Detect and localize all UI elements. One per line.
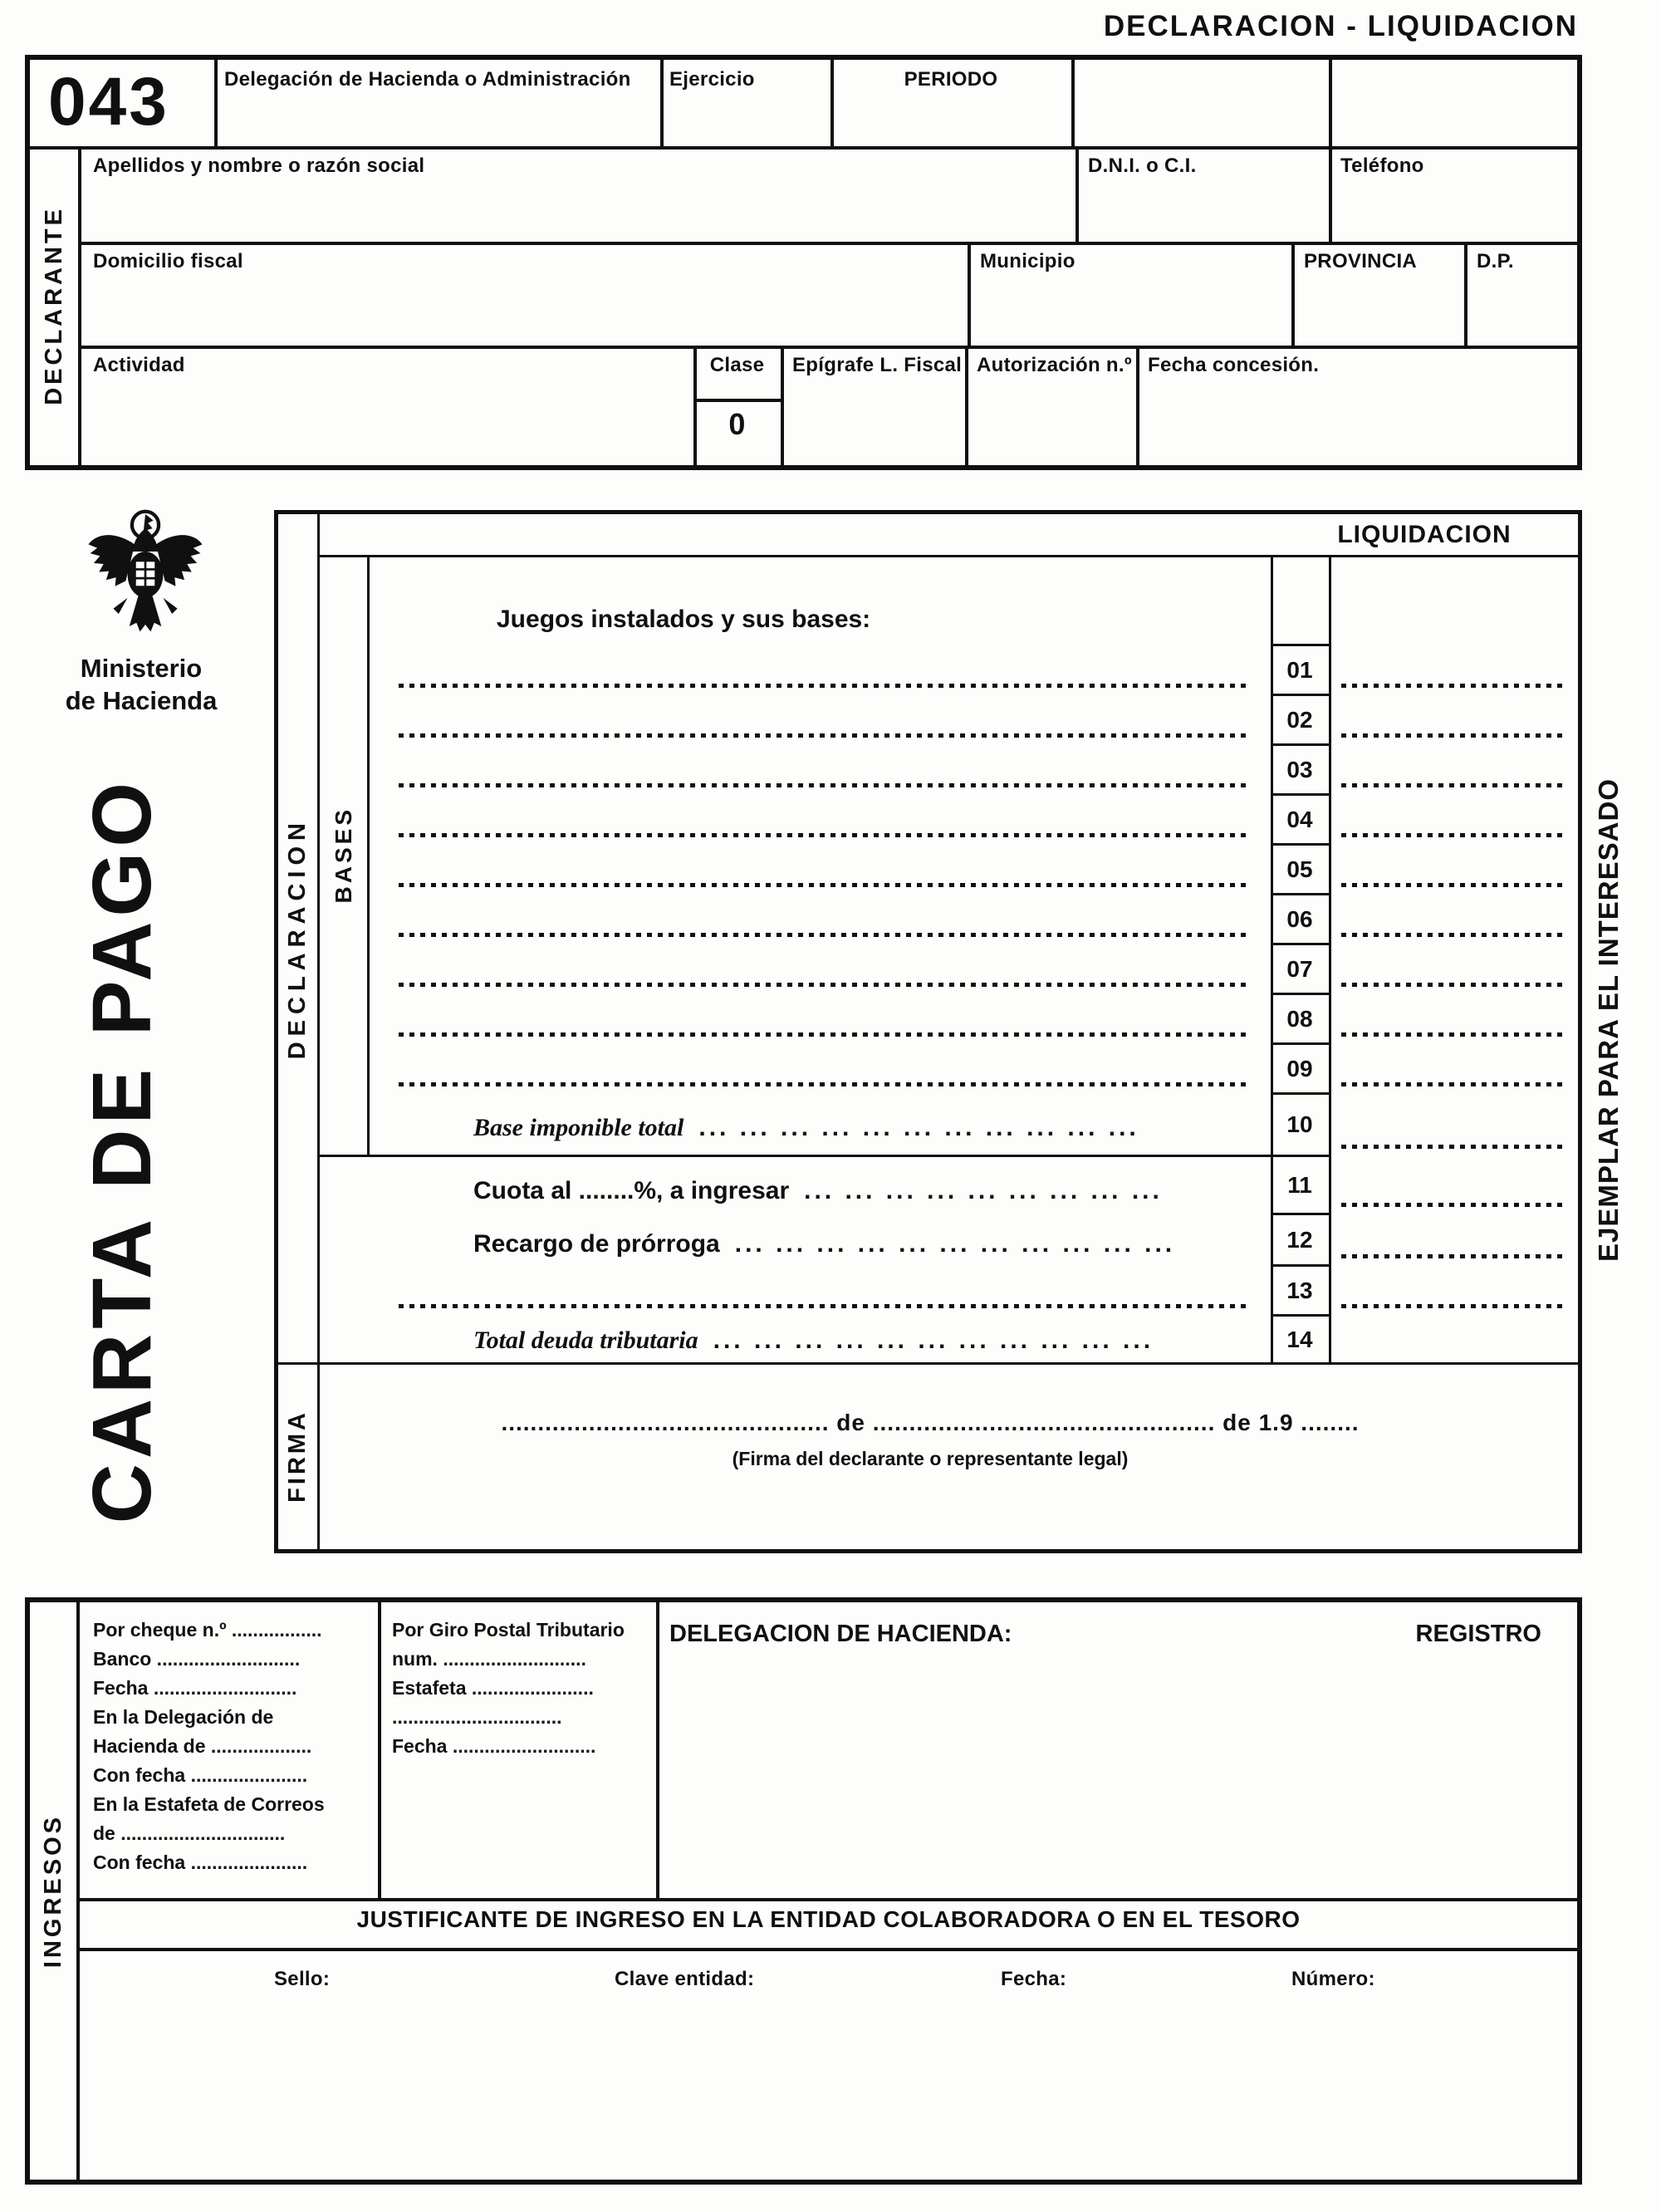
- bases-side-label: BASES: [320, 555, 370, 1155]
- row-label-base-imponible: Base imponible total ... ... ... ... ... ... ... ... ... ... ...: [473, 1114, 1139, 1141]
- divider-line: [278, 1362, 1578, 1365]
- divider-line: [214, 60, 218, 146]
- eagle-emblem-icon: [83, 505, 208, 648]
- liquidacion-code-02: 02: [1271, 694, 1329, 743]
- declaracion-side-label: DECLARACION: [278, 514, 320, 1362]
- liquidacion-code-14: 14: [1271, 1314, 1329, 1362]
- amount-dotted-line: [1341, 1254, 1567, 1258]
- justificante-title: JUSTIFICANTE DE INGRESO EN LA ENTIDAD COLABORADORA O EN EL TESORO: [356, 1906, 1301, 1932]
- field-label-delegacion: Delegación de Hacienda o Administración: [224, 68, 631, 91]
- field-label-periodo: PERIODO: [904, 68, 998, 91]
- amount-dotted-line: [1341, 783, 1567, 787]
- liquidacion-code-05: 05: [1271, 843, 1329, 893]
- base-dotted-line: [399, 983, 1246, 987]
- firma-date-line: ............................................. de ............................................... de 1.9 ........: [501, 1410, 1360, 1435]
- ingresos-line: Fecha ...........................: [392, 1735, 596, 1757]
- divider-line: [656, 1602, 659, 1898]
- ministerio-title: [43, 653, 239, 718]
- firma-side-label: FIRMA: [278, 1362, 320, 1549]
- liquidacion-code-13: 13: [1271, 1264, 1329, 1314]
- base-dotted-line: [399, 1032, 1246, 1037]
- field-label-dni: D.N.I. o C.I.: [1088, 154, 1197, 177]
- liquidacion-code-10: 10: [1271, 1092, 1329, 1155]
- sello-label: Sello:: [274, 1968, 331, 1990]
- liquidacion-header: LIQUIDACION: [1337, 520, 1512, 548]
- divider-line: [320, 1155, 1271, 1157]
- divider-line: [1329, 60, 1332, 146]
- registro-label: REGISTRO: [1415, 1621, 1541, 1647]
- numero-label: Número:: [1291, 1968, 1375, 1990]
- row-label-recargo: Recargo de prórroga ... ... ... ... ... ... ... ... ... ... ...: [473, 1230, 1176, 1258]
- page-title: DECLARACION - LIQUIDACION: [1103, 10, 1578, 42]
- divider-line: [1329, 146, 1332, 242]
- divider-line: [1136, 346, 1139, 465]
- payment-cheque-block: [93, 1616, 325, 1877]
- amount-dotted-line: [1341, 1082, 1567, 1086]
- row-label-cuota: Cuota al ........%, a ingresar ... ... ... ... ... ... ... ... ...: [473, 1177, 1163, 1204]
- ingresos-line: num. ...........................: [392, 1648, 586, 1670]
- ingresos-side-label: INGRESOS: [30, 1602, 80, 2180]
- field-label-municipio: Municipio: [980, 250, 1075, 272]
- delegacion-hacienda-header: DELEGACION DE HACIENDA:: [669, 1621, 1012, 1647]
- liquidacion-code-08: 08: [1271, 993, 1329, 1042]
- amount-dotted-line: [1341, 1304, 1567, 1308]
- liquidacion-code-09: 09: [1271, 1042, 1329, 1092]
- declarante-side-label: DECLARANTE: [30, 146, 81, 465]
- ingresos-line: Banco ...........................: [93, 1648, 301, 1670]
- divider-line: [1464, 242, 1467, 346]
- divider-line: [30, 146, 1577, 150]
- ingresos-section: [25, 1597, 1582, 2185]
- divider-line: [320, 555, 1578, 557]
- field-label-fecha-concesion: Fecha concesión.: [1148, 354, 1320, 376]
- field-label-dp: D.P.: [1477, 250, 1514, 272]
- ingresos-line: En la Estafeta de Correos: [93, 1793, 325, 1815]
- amount-dotted-line: [1341, 883, 1567, 887]
- declarante-section: [25, 55, 1582, 470]
- firma-caption: (Firma del declarante o representante legal): [732, 1448, 1129, 1469]
- ingresos-line: Por cheque n.º .................: [93, 1619, 322, 1641]
- base-dotted-line: [399, 833, 1246, 837]
- ingresos-line: En la Delegación de: [93, 1706, 274, 1728]
- liquidacion-code-12: 12: [1271, 1213, 1329, 1264]
- amount-dotted-line: [1341, 1032, 1567, 1037]
- divider-line: [81, 242, 1577, 245]
- ingresos-line: Hacienda de ...................: [93, 1735, 312, 1757]
- divider-line: [968, 242, 971, 346]
- field-label-actividad: Actividad: [93, 354, 185, 376]
- ejemplar-label: EJEMPLAR PARA EL INTERESADO: [1593, 778, 1624, 1262]
- liquidacion-code-03: 03: [1271, 743, 1329, 793]
- liquidacion-code-04: 04: [1271, 793, 1329, 843]
- ingresos-line: Estafeta .......................: [392, 1677, 594, 1699]
- field-label-autorizacion: Autorización n.º: [977, 354, 1132, 376]
- ingresos-line: ................................: [392, 1706, 562, 1728]
- divider-line: [1329, 555, 1331, 1362]
- juegos-title: Juegos instalados y sus bases:: [497, 606, 871, 633]
- fecha-label: Fecha:: [1001, 1968, 1067, 1990]
- amount-dotted-line: [1341, 933, 1567, 937]
- base-dotted-line: [399, 684, 1246, 688]
- field-label-apellidos: Apellidos y nombre o razón social: [93, 154, 425, 177]
- base-dotted-line: [399, 933, 1246, 937]
- ingresos-line: Por Giro Postal Tributario: [392, 1619, 625, 1641]
- payment-giro-block: [392, 1616, 625, 1761]
- divider-line: [80, 1898, 1577, 1901]
- base-dotted-line: [399, 1304, 1246, 1308]
- field-label-epigrafe: Epígrafe L. Fiscal: [792, 354, 963, 376]
- base-dotted-line: [399, 883, 1246, 887]
- amount-dotted-line: [1341, 733, 1567, 738]
- field-label-provincia: PROVINCIA: [1304, 250, 1418, 272]
- field-label-domicilio: Domicilio fiscal: [93, 250, 243, 272]
- clase-value: 0: [728, 407, 746, 441]
- base-dotted-line: [399, 733, 1246, 738]
- divider-line: [81, 346, 1577, 349]
- divider-line: [965, 346, 968, 465]
- divider-line: [1071, 60, 1075, 146]
- divider-line: [1075, 146, 1079, 242]
- liquidacion-code-01: 01: [1271, 644, 1329, 694]
- ingresos-line: de ...............................: [93, 1822, 286, 1844]
- field-label-clase: Clase: [709, 354, 765, 376]
- base-dotted-line: [399, 1082, 1246, 1086]
- divider-line: [660, 60, 664, 146]
- ingresos-line: Fecha ...........................: [93, 1677, 297, 1699]
- ingresos-line: Con fecha ......................: [93, 1764, 308, 1786]
- divider-line: [80, 1948, 1577, 1951]
- field-label-ejercicio: Ejercicio: [669, 68, 755, 91]
- ministerio-line2: de Hacienda: [65, 685, 218, 715]
- amount-dotted-line: [1341, 983, 1567, 987]
- row-label-total-deuda: Total deuda tributaria ... ... ... ... ... ... ... ... ... ... ...: [473, 1327, 1154, 1354]
- divider-line: [1291, 242, 1295, 346]
- divider-line: [781, 346, 784, 465]
- liquidacion-code-06: 06: [1271, 893, 1329, 943]
- divider-line: [693, 399, 781, 402]
- field-label-telefono: Teléfono: [1340, 154, 1424, 177]
- ministerio-line1: Ministerio: [80, 654, 203, 683]
- ingresos-line: Con fecha ......................: [93, 1852, 308, 1873]
- amount-dotted-line: [1341, 1203, 1567, 1207]
- liquidacion-code-11: 11: [1271, 1155, 1329, 1213]
- divider-line: [378, 1602, 381, 1898]
- amount-dotted-line: [1341, 833, 1567, 837]
- carta-de-pago-title: CARTA DE PAGO: [75, 777, 169, 1524]
- liquidacion-code-07: 07: [1271, 943, 1329, 993]
- clave-entidad-label: Clave entidad:: [615, 1968, 755, 1990]
- amount-dotted-line: [1341, 1145, 1567, 1149]
- base-dotted-line: [399, 783, 1246, 787]
- amount-dotted-line: [1341, 684, 1567, 688]
- form-number: 043: [48, 64, 169, 140]
- declaracion-section: [274, 510, 1582, 1553]
